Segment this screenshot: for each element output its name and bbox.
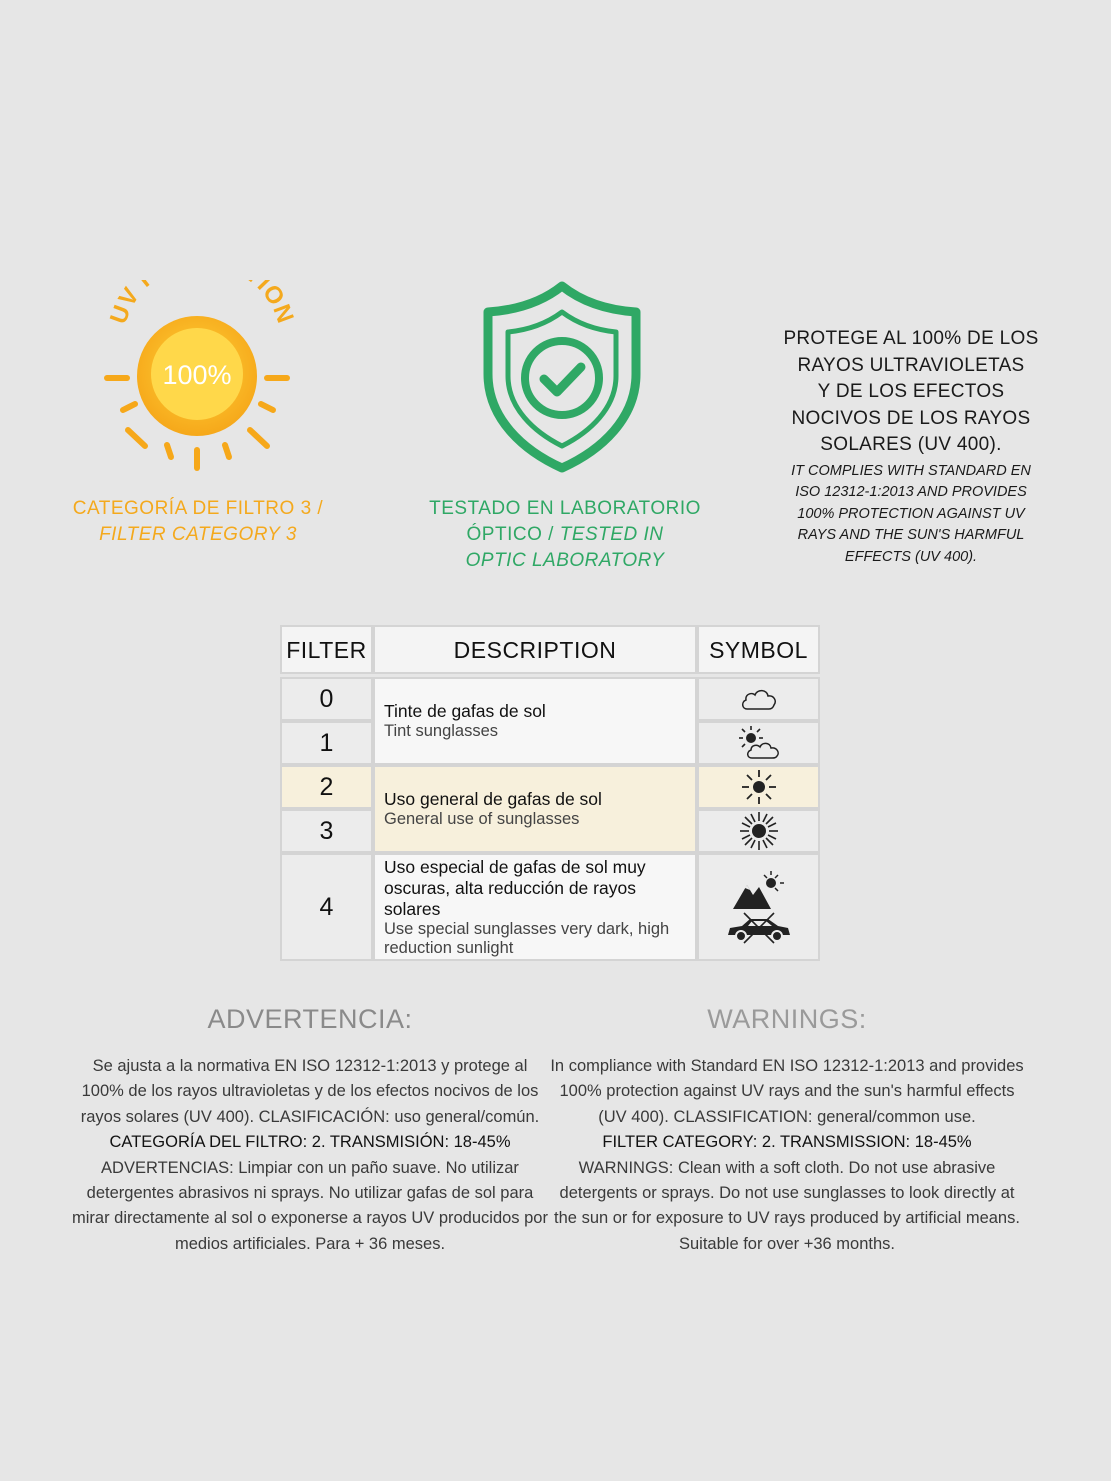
protection-en-line: RAYS AND THE SUN'S HARMFUL (797, 527, 1025, 543)
warnings-es-line: medios artificiales. Para + 36 meses. (174, 1234, 446, 1253)
warnings-es-line: detergentes abrasivos ni sprays. No utilizar gafas de sol para (86, 1184, 534, 1203)
sun-icon (95, 280, 305, 480)
protection-es-line: NOCIVOS DE LOS RAYOS (791, 407, 1031, 429)
protection-en-line: IT COMPLIES WITH STANDARD EN (791, 462, 1031, 479)
symbol-cell (697, 853, 820, 961)
protection-es-line: Y DE LOS EFECTOS (817, 381, 1005, 402)
header-filter: FILTER (280, 625, 373, 674)
description-en: Tint sunglasses (384, 722, 499, 740)
filter-number: 2 (280, 765, 373, 809)
protection-en-line: 100% PROTECTION AGAINST UV (797, 505, 1025, 522)
lab-tested-label (400, 496, 730, 574)
warnings-en-body (550, 1054, 1024, 1257)
header-description: DESCRIPTION (373, 625, 697, 674)
lab-line-1: TESTADO EN LABORATORIO (429, 498, 701, 519)
warnings-es-title: ADVERTENCIA: (207, 1004, 413, 1034)
symbol-cell (697, 765, 820, 809)
uv-arc-text: UV ION (104, 280, 300, 328)
warnings-en-line: (UV 400). CLASSIFICATION: general/common use. (598, 1107, 976, 1126)
shield-check-icon (478, 278, 646, 474)
protection-statement (760, 326, 1062, 568)
protection-en (760, 461, 1062, 569)
warnings-es-line: Se ajusta a la normativa EN ISO 12312-1:2013 y protege al (92, 1057, 528, 1075)
description-special (373, 853, 697, 961)
header-symbol: SYMBOL (697, 625, 820, 674)
warnings-en-line: In compliance with Standard EN ISO 12312-1:2013 and provides (550, 1057, 1024, 1075)
protection-es (760, 326, 1062, 459)
protection-es-line: RAYOS ULTRAVIOLETAS (797, 354, 1025, 376)
description-es: Tinte de gafas de sol (384, 701, 546, 721)
filter-number: 4 (280, 853, 373, 961)
warnings-es-line: rayos solares (UV 400). CLASIFICACIÓN: uso general/común. (80, 1107, 540, 1126)
protection-en-line: EFFECTS (UV 400). (844, 548, 978, 565)
lab-line-2-es: ÓPTICO / (466, 524, 560, 545)
uv-percent: 100% (162, 360, 232, 390)
warnings-en-line: FILTER CATEGORY: 2. TRANSMISSION: 18-45% (602, 1133, 972, 1152)
protection-es-line: PROTEGE AL 100% DE LOS (783, 328, 1039, 349)
warnings-en-line: WARNINGS: Clean with a soft cloth. Do not use abrasive (578, 1158, 996, 1177)
warnings-es-line: ADVERTENCIAS: Limpiar con un paño suave. No utilizar (101, 1158, 519, 1177)
description-general (373, 765, 697, 853)
filter-category-en: FILTER CATEGORY 3 (99, 524, 297, 545)
filter-category-label (40, 496, 356, 548)
description-tint (373, 677, 697, 765)
filter-number: 0 (280, 677, 373, 721)
bright-sun-icon (738, 810, 780, 852)
description-es: Uso especial de gafas de sol muy oscuras, alta reducción de rayos solares (384, 856, 646, 919)
warnings-es-line: CATEGORÍA DEL FILTRO: 2. TRANSMISIÓN: 18-45% (109, 1133, 511, 1152)
filter-table (280, 625, 820, 961)
warnings-en-line: detergents or sprays. Do not use sunglasses to look directly at (559, 1184, 1015, 1203)
sun-behind-cloud-icon (736, 724, 782, 762)
lab-tested-badge (478, 278, 646, 474)
warnings-en-line: 100% protection against UV rays and the sun's harmful effects (559, 1082, 1015, 1101)
cloud-icon (739, 684, 779, 714)
warnings-en-line: the sun or for exposure to UV rays produced by artificial means. (554, 1209, 1020, 1228)
symbol-cell (697, 721, 820, 765)
warnings-es-line: mirar directamente al sol o exponerse a rayos UV producidos por (72, 1209, 548, 1228)
filter-number: 1 (280, 721, 373, 765)
warnings-en-title: WARNINGS: (707, 1004, 867, 1034)
warnings-es-body (70, 1054, 550, 1257)
symbol-cell (697, 677, 820, 721)
sun-icon (739, 767, 779, 807)
uv-protection-badge (95, 280, 305, 480)
description-en: Use special sunglasses very dark, high reduction sunlight (384, 919, 670, 957)
no-driving-car-icon (724, 911, 794, 945)
description-en: General use of sunglasses (384, 810, 580, 828)
filter-category-es: CATEGORÍA DE FILTRO 3 / (72, 498, 324, 519)
warnings-es-line: 100% de los rayos ultravioletas y de los efectos nocivos de los (81, 1082, 539, 1101)
protection-en-line: ISO 12312-1:2013 AND PROVIDES (795, 484, 1027, 500)
filter-number: 3 (280, 809, 373, 853)
description-es: Uso general de gafas de sol (384, 789, 602, 809)
symbol-cell (697, 809, 820, 853)
lab-line-3-en: OPTIC LABORATORY (465, 550, 665, 571)
mountain-sun-icon (731, 869, 787, 911)
warnings-en-line: Suitable for over +36 months. (679, 1234, 895, 1253)
protection-es-line: SOLARES (UV 400). (820, 434, 1002, 455)
lab-line-2-en: TESTED IN (559, 524, 664, 545)
